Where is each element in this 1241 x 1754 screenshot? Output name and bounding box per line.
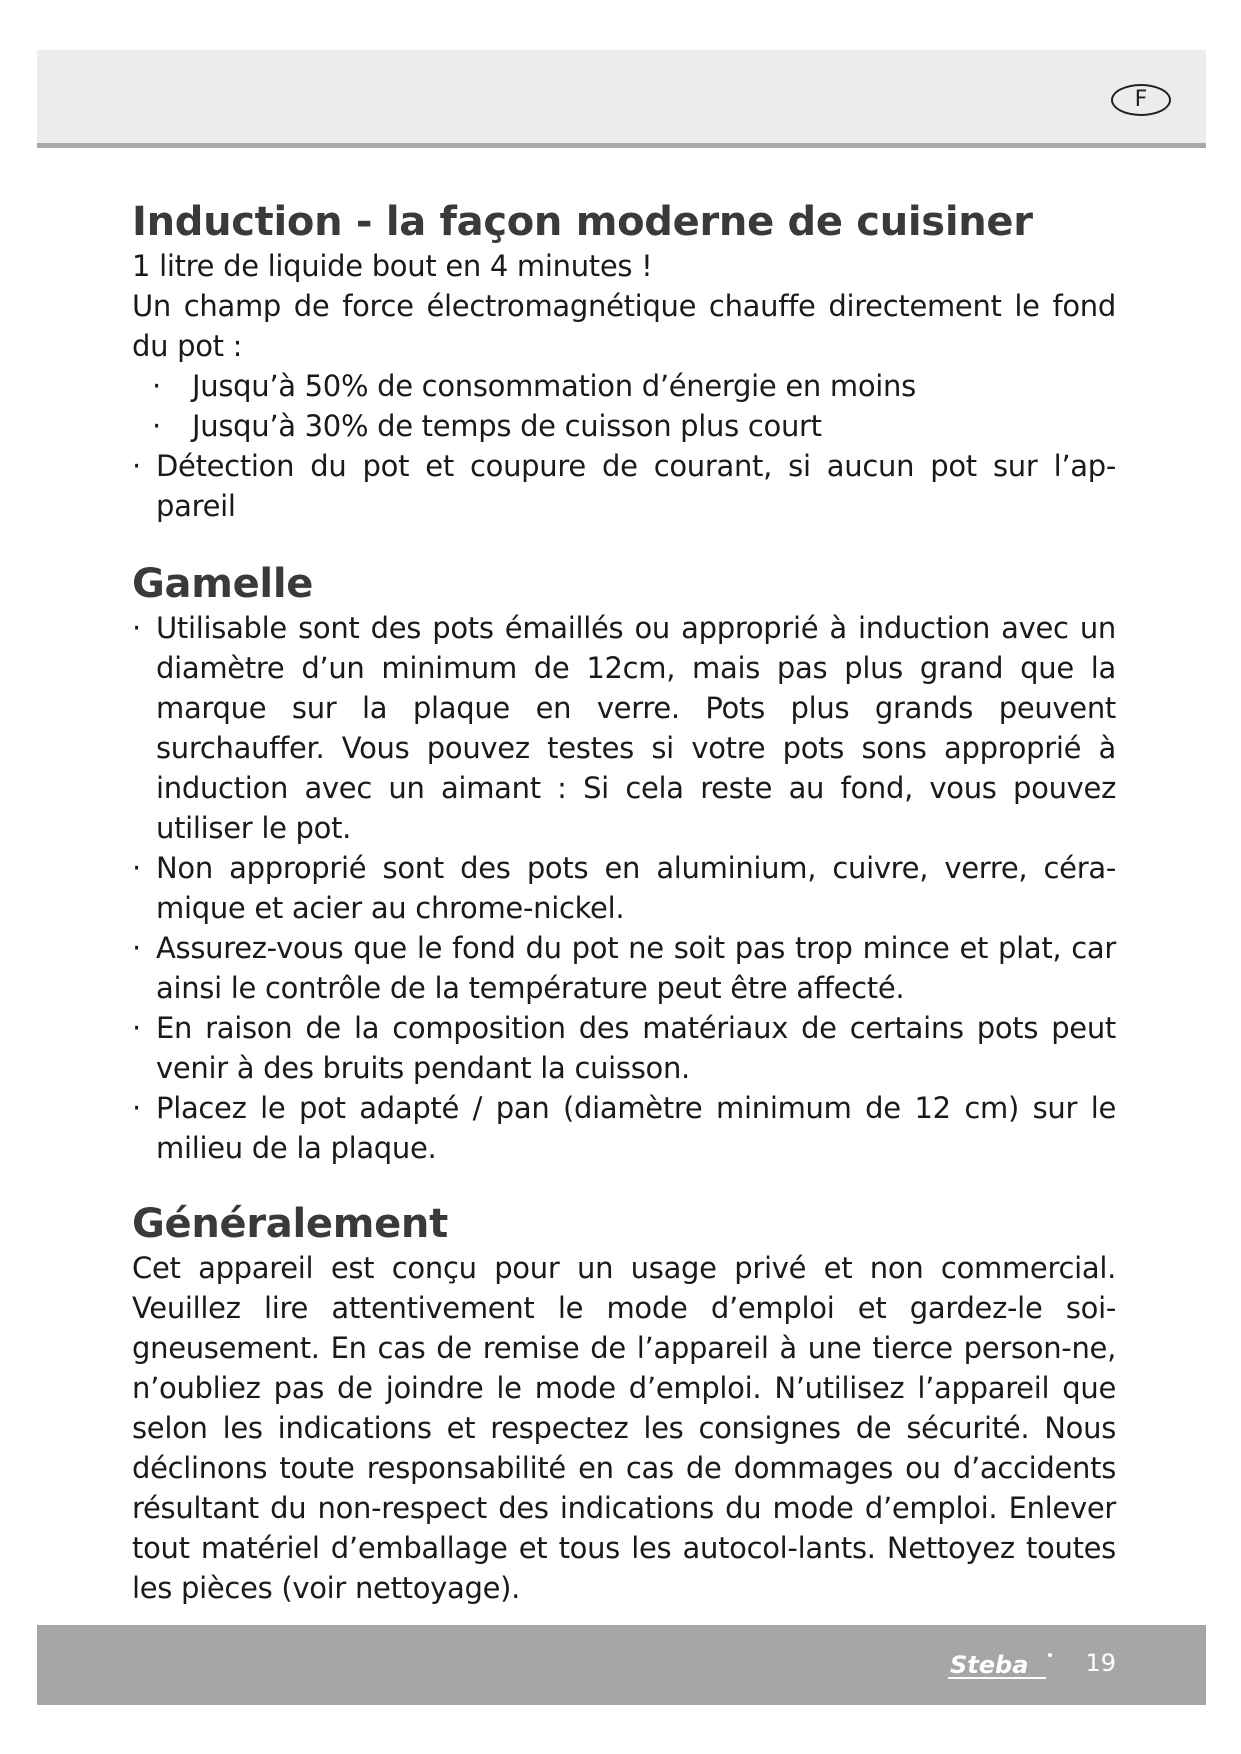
header-band	[37, 50, 1206, 148]
list-item: · Détection du pot et coupure de courant, si aucun pot sur l’ap-pareil	[132, 446, 1116, 526]
bullet-list	[132, 608, 1116, 1168]
bullet-list	[132, 446, 1116, 526]
list-item: · Placez le pot adapté / pan (diamètre minimum de 12 cm) sur le milieu de la plaque.	[132, 1088, 1116, 1168]
section-title: Généralement	[132, 1201, 448, 1247]
language-badge: F	[1111, 84, 1171, 116]
list-item: · Utilisable sont des pots émaillés ou approprié à induction avec un diamètre d’un minimum de 12cm, mais pas plus grand que la marque sur la plaque en verre. Pots plus grands peuvent surchauffer. Vous pouvez testes si votre pots sons approprié à induction avec un aimant : Si cela reste au fond, vous pouvez utiliser le pot.	[132, 608, 1116, 848]
paragraph: 1 litre de liquide bout en 4 minutes !	[132, 249, 653, 283]
footer-band	[37, 1625, 1206, 1705]
section-induction	[132, 198, 1116, 526]
indented-bullet-list	[132, 366, 1116, 446]
list-item: · En raison de la composition des matériaux de certains pots peut venir à des bruits pendant la cuisson.	[132, 1008, 1116, 1088]
section-title: Induction - la façon moderne de cuisiner	[132, 199, 1033, 245]
list-item: · Non approprié sont des pots en aluminium, cuivre, verre, céra-mique et acier au chrome-nickel.	[132, 848, 1116, 928]
list-item: · Assurez-vous que le fond du pot ne soit pas trop mince et plat, car ainsi le contrôle de la température peut être affecté.	[132, 928, 1116, 1008]
paragraph: Un champ de force électromagnétique chauffe directement le fond du pot :	[132, 289, 1116, 363]
list-item: · Jusqu’à 30% de temps de cuisson plus court	[132, 406, 1116, 446]
steba-logo	[946, 1645, 1056, 1685]
paragraph: Cet appareil est conçu pour un usage privé et non commercial. Veuillez lire attentivement le mode d’emploi et gardez-le soi-gneusement. En cas de remise de l’appareil à une tierce person-ne, n’oubliez pas de joindre le mode d’emploi. N’utilisez l’appareil que selon les indications et respectez les consignes de sécurité. Nous déclinons toute responsabilité en cas de dommages ou d’accidents résultant du non-respect des indications du mode d’emploi. Enlever tout matériel d’emballage et tous les autocol-lants. Nettoyez toutes les pièces (voir nettoyage).	[132, 1251, 1116, 1605]
page-content	[132, 198, 1116, 1608]
section-title: Gamelle	[132, 561, 314, 607]
brand-text: Steba	[950, 1651, 1029, 1679]
page-number: 19	[1085, 1649, 1116, 1677]
section-generalement	[132, 1200, 1116, 1608]
section-gamelle	[132, 560, 1116, 1168]
list-item: · Jusqu’à 50% de consommation d’énergie en moins	[132, 366, 1116, 406]
